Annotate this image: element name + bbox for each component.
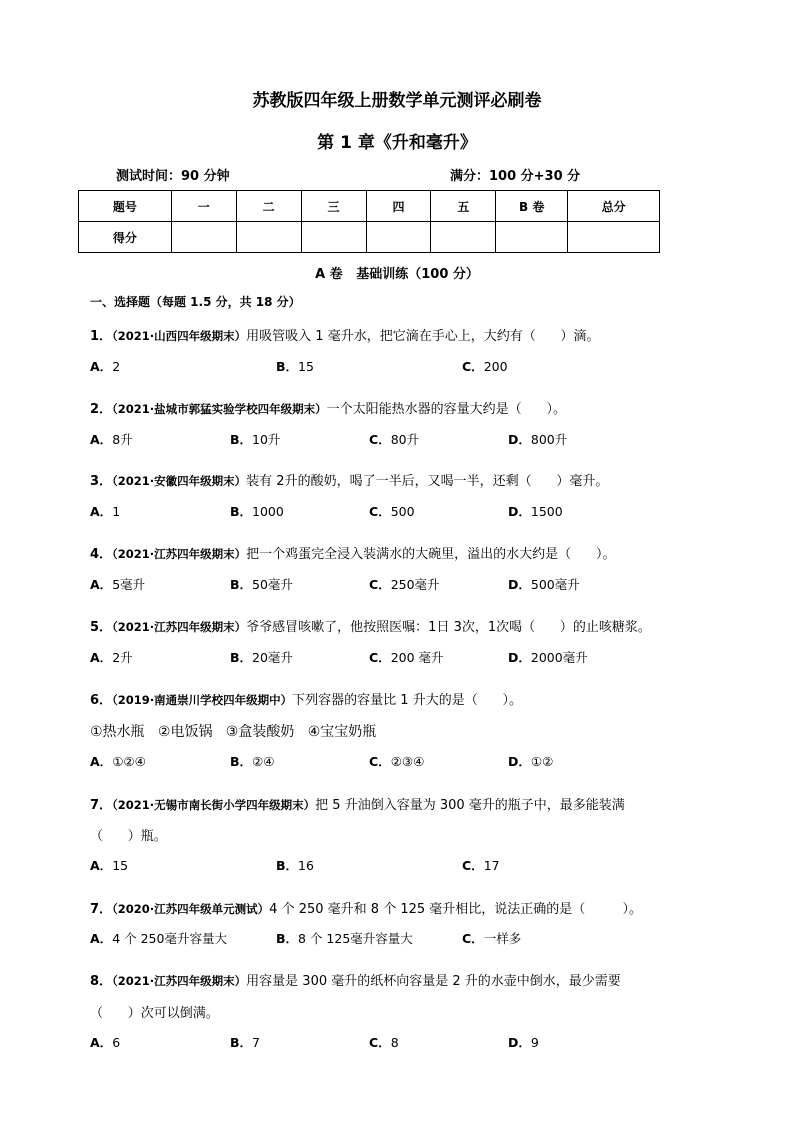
option-text: ①②: [530, 754, 554, 769]
option-text: 16: [298, 858, 314, 873]
option-text: 200 毫升: [390, 650, 444, 665]
option-letter: A．: [90, 931, 113, 946]
answer-option[interactable]: [90, 929, 227, 947]
question-stem: [90, 616, 651, 635]
question-text: 下列容器的容量比 1 升大的是（ ）。: [292, 693, 523, 708]
option-text: 2升: [112, 650, 133, 665]
answer-option[interactable]: [90, 648, 133, 666]
answer-option[interactable]: [369, 575, 440, 593]
question-number: 8．: [90, 974, 113, 989]
part-title: 一、选择题（每题 1.5 分，共 18 分）: [90, 295, 301, 309]
question-source: （2021·江苏四年级期末）: [112, 547, 247, 561]
score-cell[interactable]: [366, 222, 431, 253]
question-stem: [90, 398, 566, 417]
question-source: （2021·盐城市郭猛实验学校四年级期末）: [112, 402, 327, 416]
option-letter: B．: [230, 650, 253, 665]
option-letter: B．: [276, 931, 299, 946]
question-text: 把 5 升油倒入容量为 300 毫升的瓶子中，最多能装满: [315, 798, 625, 813]
option-letter: B．: [276, 858, 299, 873]
question-number: 1．: [90, 329, 113, 344]
option-letter: C．: [369, 1035, 391, 1050]
option-text: 1500: [530, 504, 563, 519]
answer-option[interactable]: [230, 752, 274, 770]
question-source: （2021·江苏四年级期末）: [112, 974, 247, 988]
answer-option[interactable]: [90, 430, 133, 448]
option-text: ②③④: [390, 754, 425, 769]
question-stem: [90, 470, 608, 489]
option-text: 8升: [112, 432, 133, 447]
answer-option[interactable]: [508, 648, 588, 666]
question-stem: [90, 970, 621, 989]
question-source: （2021·安徽四年级期末）: [112, 474, 247, 488]
answer-option[interactable]: [369, 752, 424, 770]
header-cell: 四: [366, 191, 431, 222]
score-cell[interactable]: [568, 222, 660, 253]
option-letter: B．: [230, 432, 253, 447]
option-text: 一样多: [483, 931, 522, 946]
page-title: 苏教版四年级上册数学单元测评必刷卷: [252, 91, 542, 111]
answer-option[interactable]: [230, 648, 293, 666]
option-text: 200: [483, 359, 508, 374]
answer-option[interactable]: [90, 357, 120, 375]
question-number: 4．: [90, 547, 113, 562]
question-number: 5．: [90, 620, 113, 635]
answer-option[interactable]: [508, 1033, 539, 1051]
option-letter: D．: [508, 504, 531, 519]
answer-option[interactable]: [508, 502, 563, 520]
question-source: （2021·山西四年级期末）: [112, 329, 247, 343]
answer-option[interactable]: [90, 856, 128, 874]
answer-option[interactable]: [276, 929, 413, 947]
question-text: 把一个鸡蛋完全浸入装满水的大碗里，溢出的水大约是（ ）。: [246, 547, 616, 562]
option-letter: B．: [230, 754, 253, 769]
header-cell: 五: [431, 191, 496, 222]
answer-option[interactable]: [369, 1033, 399, 1051]
option-letter: B．: [230, 1035, 253, 1050]
option-text: 250毫升: [390, 577, 440, 592]
question-number: 3．: [90, 474, 113, 489]
header-cell: 一: [171, 191, 236, 222]
header-cell: 二: [236, 191, 301, 222]
option-text: 1000: [252, 504, 284, 519]
score-cell[interactable]: [236, 222, 301, 253]
option-text: 4 个 250毫升容量大: [112, 931, 227, 946]
option-letter: C．: [369, 432, 391, 447]
answer-option[interactable]: [508, 752, 553, 770]
question-number: 7．: [90, 902, 113, 917]
question-text: 一个太阳能热水器的容量大约是（ ）。: [326, 402, 566, 417]
answer-option[interactable]: [230, 502, 284, 520]
answer-option[interactable]: [369, 430, 419, 448]
answer-option[interactable]: [462, 357, 508, 375]
option-text: 800升: [530, 432, 568, 447]
question-source: （2021·无锡市南长街小学四年级期末）: [112, 798, 316, 812]
question-number: 7．: [90, 798, 113, 813]
option-letter: B．: [230, 577, 253, 592]
question-stem: [90, 898, 642, 917]
option-letter: C．: [462, 858, 484, 873]
option-text: 2000毫升: [530, 650, 588, 665]
question-stem: [90, 325, 600, 344]
option-letter: A．: [90, 577, 113, 592]
answer-option[interactable]: [90, 1033, 120, 1051]
score-table-header-row: [79, 191, 660, 222]
option-letter: B．: [276, 359, 299, 374]
option-text: ②④: [252, 754, 275, 769]
answer-option[interactable]: [462, 856, 500, 874]
chapter-title: 第 1 章《升和毫升》: [317, 133, 477, 153]
header-cell: B 卷: [496, 191, 568, 222]
option-letter: C．: [369, 504, 391, 519]
row-label-cell: 得分: [79, 222, 172, 253]
question-number: 2．: [90, 402, 113, 417]
score-cell[interactable]: [301, 222, 366, 253]
section-title: A 卷 基础训练（100 分）: [315, 267, 479, 282]
option-text: 17: [483, 858, 500, 873]
option-letter: A．: [90, 504, 113, 519]
option-letter: A．: [90, 754, 113, 769]
option-text: 8 个 125毫升容量大: [298, 931, 413, 946]
answer-option[interactable]: [508, 575, 580, 593]
option-text: 7: [252, 1035, 260, 1050]
option-text: 20毫升: [252, 650, 293, 665]
option-letter: C．: [462, 931, 484, 946]
question-source: （2019·南通崇川学校四年级期中）: [112, 693, 293, 707]
option-text: 500: [390, 504, 415, 519]
answer-option[interactable]: [369, 648, 444, 666]
option-letter: C．: [462, 359, 484, 374]
full-score: 满分：100 分+30 分: [450, 169, 581, 184]
answer-option[interactable]: [230, 575, 293, 593]
option-letter: A．: [90, 359, 113, 374]
answer-option[interactable]: [90, 502, 120, 520]
option-text: 8: [390, 1035, 399, 1050]
test-time: 测试时间：90 分钟: [116, 169, 230, 184]
option-text: 50毫升: [252, 577, 293, 592]
option-letter: C．: [369, 650, 391, 665]
answer-option[interactable]: [276, 357, 314, 375]
score-cell[interactable]: [496, 222, 568, 253]
question-text-continued: （ ）次可以倒满。: [90, 1006, 219, 1021]
option-letter: C．: [369, 754, 391, 769]
question-text: 爷爷感冒咳嗽了，他按照医嘱：1日 3次，1次喝（ ）的止咳糖浆。: [246, 620, 651, 635]
question-items: ①热水瓶 ②电饭锅 ③盒装酸奶 ④宝宝奶瓶: [90, 724, 377, 740]
answer-option[interactable]: [90, 752, 146, 770]
option-letter: A．: [90, 432, 113, 447]
answer-option[interactable]: [369, 502, 415, 520]
score-table: [78, 190, 660, 253]
option-letter: B．: [230, 504, 253, 519]
option-letter: A．: [90, 650, 113, 665]
option-letter: D．: [508, 577, 531, 592]
option-letter: D．: [508, 650, 531, 665]
question-text-continued: （ ）瓶。: [90, 829, 167, 844]
question-number: 6．: [90, 693, 113, 708]
option-text: 2: [112, 359, 121, 374]
option-letter: A．: [90, 1035, 113, 1050]
question-text: 用吸管吸入 1 毫升水，把它滴在手心上，大约有（ ）滴。: [246, 329, 600, 344]
option-text: 9: [530, 1035, 539, 1050]
option-letter: D．: [508, 432, 531, 447]
question-source: （2021·江苏四年级期末）: [112, 620, 247, 634]
score-table-score-row: [79, 222, 660, 253]
option-text: 15: [298, 359, 314, 374]
option-text: 1: [112, 504, 121, 519]
answer-option[interactable]: [230, 1033, 260, 1051]
answer-option[interactable]: [90, 575, 145, 593]
option-text: 15: [112, 858, 129, 873]
score-cell[interactable]: [431, 222, 496, 253]
question-stem: [90, 543, 615, 562]
question-text: 装有 2升的酸奶，喝了一半后，又喝一半，还剩（ ）毫升。: [246, 474, 609, 489]
answer-option[interactable]: [462, 929, 521, 947]
question-source: （2020·江苏四年级单元测试）: [112, 902, 270, 916]
option-letter: A．: [90, 858, 113, 873]
question-stem: [90, 794, 625, 813]
option-letter: D．: [508, 1035, 531, 1050]
option-text: 6: [112, 1035, 121, 1050]
header-cell: 总分: [568, 191, 660, 222]
option-letter: D．: [508, 754, 531, 769]
header-cell: 题号: [79, 191, 172, 222]
answer-option[interactable]: [508, 430, 567, 448]
question-text: 用容量是 300 毫升的纸杯向容量是 2 升的水壶中倒水，最少需要: [246, 974, 621, 989]
question-text: 4 个 250 毫升和 8 个 125 毫升相比，说法正确的是（ ）。: [269, 902, 642, 917]
score-cell[interactable]: [171, 222, 236, 253]
answer-option[interactable]: [230, 430, 280, 448]
question-stem: [90, 689, 522, 708]
option-text: 5毫升: [112, 577, 146, 592]
option-text: 10升: [252, 432, 281, 447]
option-letter: C．: [369, 577, 391, 592]
option-text: 80升: [390, 432, 420, 447]
answer-option[interactable]: [276, 856, 314, 874]
option-text: ①②④: [112, 754, 146, 769]
header-cell: 三: [301, 191, 366, 222]
option-text: 500毫升: [530, 577, 580, 592]
